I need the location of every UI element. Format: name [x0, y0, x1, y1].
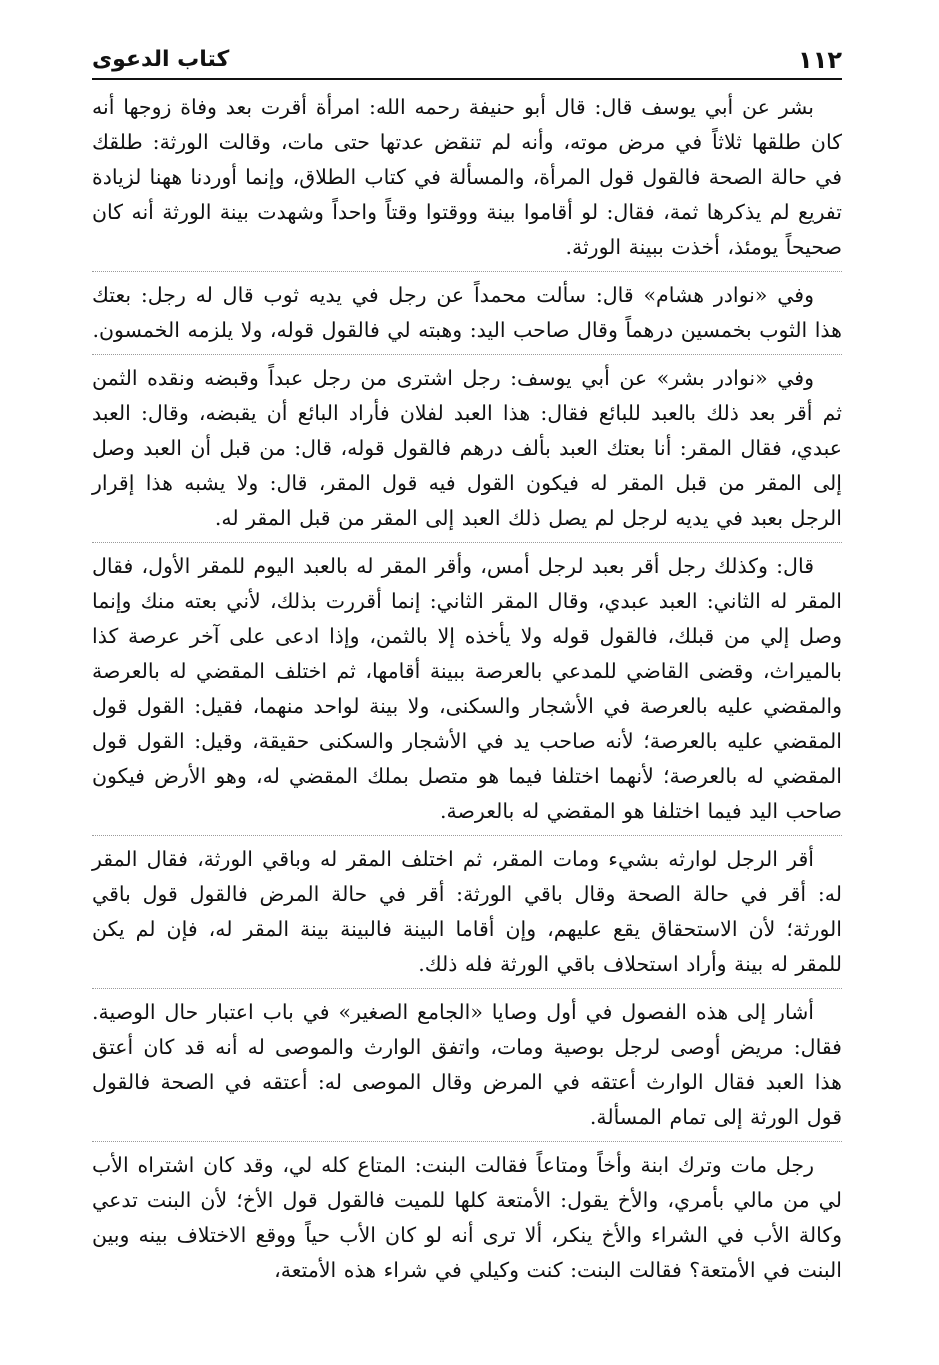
- page-header: [92, 34, 842, 74]
- paragraph: قال: وكذلك رجل أقر بعبد لرجل أمس، وأقر المقر له بالعبد اليوم للمقر الأول، فقال المقر له الثاني: العبد عبدي، وقال المقر الثاني: إنما أقررت بذلك، لأني بعته منك وإنما وصل إلي من قبلك، فالقول قوله ولا يأخذه إلا بالثمن، وإذا ادعى على آخر عرصة كذا بالميراث، وقضى القاضي للمدعي بالعرصة ببينة أقامها، ثم اختلف المقضي له بالعرصة والمقضي عليه بالعرصة في الأشجار والسكنى، ولا بينة لواحد منهما، فقيل: القول قول المقضي عليه بالعرصة؛ لأنه صاحب يد في الأشجار والسكنى حقيقة، وقيل: القول قول المقضي له بالعرصة؛ لأنهما اختلفا فيما هو متصل بملك المقضي له، وهو الأرض فيكون صاحب اليد فيما اختلفا هو المقضي له بالعرصة.: [92, 549, 842, 836]
- page-number: ١١٢: [798, 46, 842, 74]
- paragraph: رجل مات وترك ابنة وأخاً ومتاعاً فقالت البنت: المتاع كله لي، وقد كان اشتراه الأب لي من مالي بأمري، والأخ يقول: الأمتعة كلها للميت فالقول قول الأخ؛ لأن البنت تدعي وكالة الأب في الشراء والأخ ينكر، ألا ترى أنه لو كان الأب حياً ووقع الاختلاف بينه وبين البنت في الأمتعة؟ فقالت البنت: كنت وكيلي في شراء هذه الأمتعة،: [92, 1153, 842, 1282]
- paragraph: وفي «نوادر هشام» قال: سألت محمداً عن رجل في يديه ثوب قال له رجل: بعتك هذا الثوب بخمسين درهماً وقال صاحب اليد: وهبته لي فالقول قوله، ولا يلزمه الخمسون.: [92, 278, 842, 355]
- paragraph: أشار إلى هذه الفصول في أول وصايا «الجامع الصغير» في باب اعتبار حال الوصية. فقال: مريض أوصى لرجل بوصية ومات، واتفق الوارث والموصى له أنه قد كان أعتق هذا العبد فقال الوارث أعتقه في المرض وقال الموصى له: أعتقه في الصحة فالقول قول الورثة إلى تمام المسألة.: [92, 995, 842, 1142]
- paragraph: أقر الرجل لوارثه بشيء ومات المقر، ثم اختلف المقر له وباقي الورثة، فقال المقر له: أقر في حالة الصحة وقال باقي الورثة: أقر في حالة المرض فالقول قول باقي الورثة؛ لأن الاستحقاق يقع عليهم، وإن أقاما البينة فالبينة بينة المقر له، فإن لم يكن للمقر له بينة وأراد استحلاف باقي الورثة فله ذلك.: [92, 842, 842, 989]
- header-divider: [92, 78, 842, 80]
- paragraph: وفي «نوادر بشر» عن أبي يوسف: رجل اشترى من رجل عبداً وقبضه ونقده الثمن ثم أقر بعد ذلك بالعبد للبائع فقال: هذا العبد لفلان فأراد البائع أن يقبضه، وقال: العبد عبدي، فقال المقر: أنا بعتك العبد بألف درهم فالقول قوله، قال: من قبل أن العبد وصل إلى المقر من قبل المقر له فيكون القول فيه قول المقر، قال: ولا يشبه هذا إقرار الرجل بعبد في يديه لرجل لم يصل ذلك العبد إلى المقر من قبل المقر له.: [92, 361, 842, 543]
- chapter-title: كتاب الدعوى: [92, 47, 230, 72]
- page-body: [92, 90, 842, 1365]
- paragraph: بشر عن أبي يوسف قال: قال أبو حنيفة رحمه الله: امرأة أقرت بعد وفاة زوجها أنه كان طلقها ثلاثاً في مرض موته، وأنه لم تنقض عدتها حتى مات، وقالت الورثة: طلقك في حالة الصحة فالقول قول المرأة، والمسألة في كتاب الطلاق، وإنما أوردنا ههنا لزيادة تفريع لم يذكرها ثمة، فقال: لو أقاموا بينة ووقتوا وقتاً واحداً وشهدت بينة الورثة أنه كان صحيحاً يومئذ، أخذت ببينة الورثة.: [92, 90, 842, 272]
